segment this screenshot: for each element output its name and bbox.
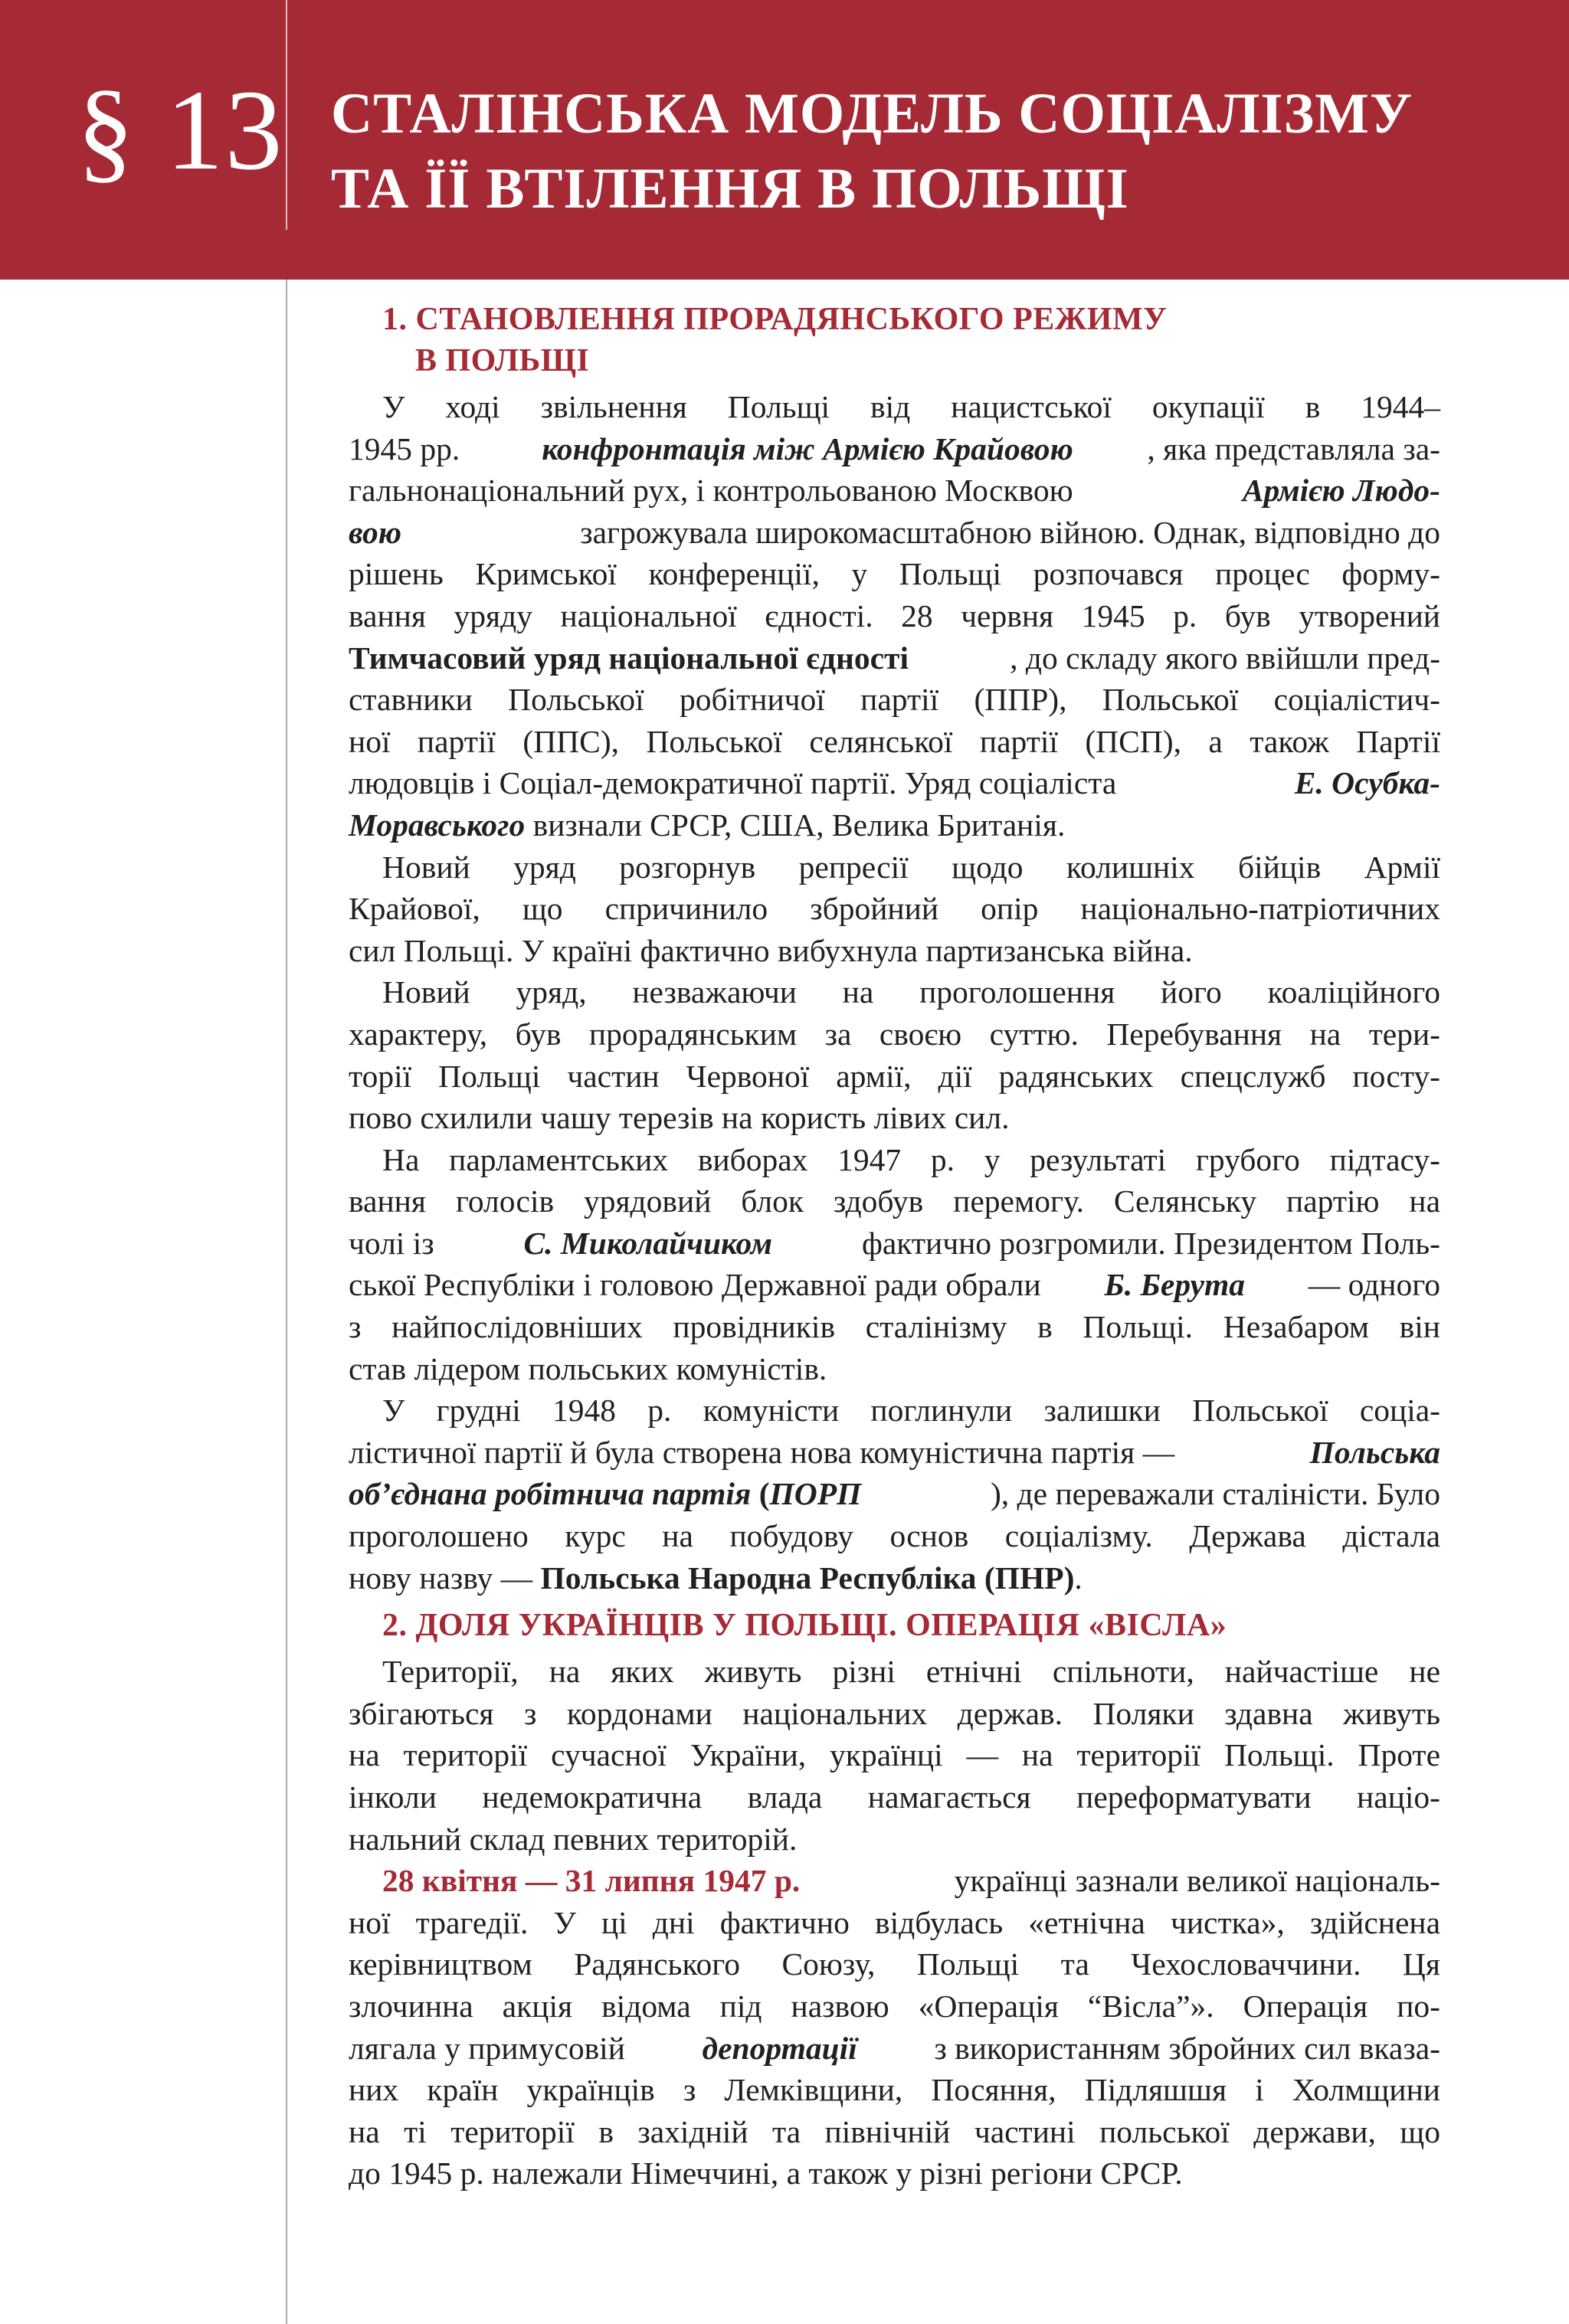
text-line: У ході звільнення Польщі від нацистської окупації в 1944– [382,389,1440,424]
text-line: У грудні 1948 р. комуністи поглинули залишки Польської соціа- [382,1393,1440,1429]
margin-rule [286,280,287,2324]
text-line: з найпослідовніших провідників сталінізму в Польщі. Незабаром він [349,1309,1440,1345]
text-line: керівництвом Радянського Союзу, Польщі та Чехословаччини. Ця [349,1946,1440,1982]
text-line: став лідером польських комуністів. [349,1350,827,1386]
term-porp: об’єднана робітнича партія [349,1476,752,1512]
text-line: об’єднана робітнича партія (ПОРП ), де переважали сталіністи. Було [349,1476,1440,1512]
text-line: гальнонаціональний рух, і контрольованою Москвою Армією Людо- [349,470,1440,512]
paragraph [349,971,1440,1138]
chapter-title-line-1: СТАЛІНСЬКА МОДЕЛЬ СОЦІАЛІЗМУ [331,82,1413,146]
text-line: нову назву — Польська Народна Республіка (ПНР). [349,1560,1083,1596]
paragraph [349,1389,1440,1599]
text-line: Моравського визнали СРСР, США, Велика Британія. [349,807,1066,843]
term-pnr: Польська Народна Республіка (ПНР) [540,1560,1075,1596]
text-line: ної трагедії. У ці дні фактично відбулась «етнічна чистка», здійснена [349,1904,1440,1940]
text-line: рішень Кримської конференції, у Польщі розпочався процес форму- [349,556,1440,592]
text-line: них країн українців з Лемківщини, Посяння, Підляшшя і Холмщини [349,2072,1440,2108]
text-line: інколи недемократична влада намагається переформатувати націо- [349,1779,1440,1815]
text-line: пово схилили чашу терезів на користь лівих сил. [349,1100,1010,1136]
text-line: проголошено курс на побудову основ соціалізму. Держава дістала [349,1518,1440,1554]
text-line: Новий уряд розгорнув репресії щодо колишніх бійців Армії [382,849,1440,885]
text-line: Території, на яких живуть різні етнічні спільноти, найчастіше не [382,1654,1440,1690]
text-line: характеру, був прорадянським за своєю суттю. Перебування на тери- [349,1016,1440,1052]
term-army-ludowa: Армією Людо- [1242,473,1440,509]
paragraph [349,1139,1440,1390]
chapter-header-banner [0,0,1569,280]
term-osubka: Е. Осубка- [1294,765,1440,801]
text-line: до 1945 р. належали Німеччині, а також у різні регіони СРСР. [349,2155,1183,2191]
text-line: чолі із С. Миколайчиком фактично розгромили. Президентом Поль- [349,1223,1440,1265]
page-body [349,299,1440,2195]
text-line: сил Польщі. У країні фактично вибухнула партизанська війна. [349,932,1193,968]
text-line: нальний склад певних територій. [349,1821,798,1857]
text-line: Тимчасовий уряд національної єдності , до складу якого ввійшли пред- [349,637,1440,679]
text-line: вання уряду національної єдності. 28 червня 1945 р. був утворений [349,597,1440,633]
text-line: торії Польщі частин Червоної армії, дії радянських спецслужб посту- [349,1058,1440,1094]
text-line: ставники Польської робітничої партії (ППР), Польської соціалістич- [349,682,1440,718]
term-deportation: депортації [702,2030,857,2066]
term-bierut: Б. Берута [1104,1267,1245,1303]
paragraph [349,386,1440,846]
text-line: На парламентських виборах 1947 р. у результаті грубого підтасу- [382,1141,1440,1177]
chapter-title-line-2: ТА ЇЇ ВТІЛЕННЯ В ПОЛЬЩІ [331,157,1129,221]
term-provisional-government: Тимчасовий уряд національної єдності [349,640,909,676]
chapter-title [331,77,1413,227]
date-highlight: 28 квітня — 31 липня 1947 р. [382,1863,801,1899]
text-line: вання голосів урядовий блок здобув перемогу. Селянську партію на [349,1183,1440,1219]
term-mikolajczyk: С. Миколайчиком [523,1225,773,1261]
text-line: на території сучасної України, українці — на території Польщі. Проте [349,1737,1440,1773]
text-line: вою загрожувала широкомасштабною війною. Однак, відповідно до [349,514,1440,550]
text-line: лістичної партії й була створена нова комуністична партія — Польська [349,1434,1440,1470]
text-line: 28 квітня — 31 липня 1947 р. українці зазнали великої національ- [349,1860,1440,1902]
text-line: злочинна акція відома під назвою «Операція “Вісла”». Операція по- [349,1988,1440,2024]
section-1-heading [349,299,1440,381]
section-number: § 13 [77,67,284,194]
text-line: ної партії (ППС), Польської селянської партії (ПСП), а також Партії [349,723,1440,759]
text-line: Новий уряд, незважаючи на проголошення його коаліційного [382,974,1440,1010]
section-1-heading-line-1: 1. СТАНОВЛЕННЯ ПРОРАДЯНСЬКОГО РЕЖИМУ [382,302,1168,337]
text-line: на ті території в західній та північній частині польської держави, що [349,2113,1440,2149]
text-line: ської Республіки і головою Державної ради обрали Б. Берута — одного [349,1264,1440,1306]
section-1-heading-line-2: В ПОЛЬЩІ [415,343,590,378]
paragraph [349,1651,1440,1860]
text-line: збігаються з кордонами національних держав. Поляки здавна живуть [349,1695,1440,1731]
section-2-heading: 2. ДОЛЯ УКРАЇНЦІВ У ПОЛЬЩІ. ОПЕРАЦІЯ «ВІСЛА» [382,1608,1227,1644]
text-line: 1945 рр. конфронтація між Армією Крайовою , яка представляла за- [349,428,1440,470]
header-divider [286,0,287,230]
text-line: людовців і Соціал-демократичної партії. Уряд соціаліста Е. Осубка- [349,762,1440,804]
text-line: лягала у примусовій депортації з використанням збройних сил вказа- [349,2028,1440,2070]
text-line: Крайової, що спричинило збройний опір національно-патріотичних [349,891,1440,927]
paragraph [349,846,1440,972]
term-confrontation: конфронтація між Армією Крайовою [542,430,1073,466]
paragraph [349,1860,1440,2195]
